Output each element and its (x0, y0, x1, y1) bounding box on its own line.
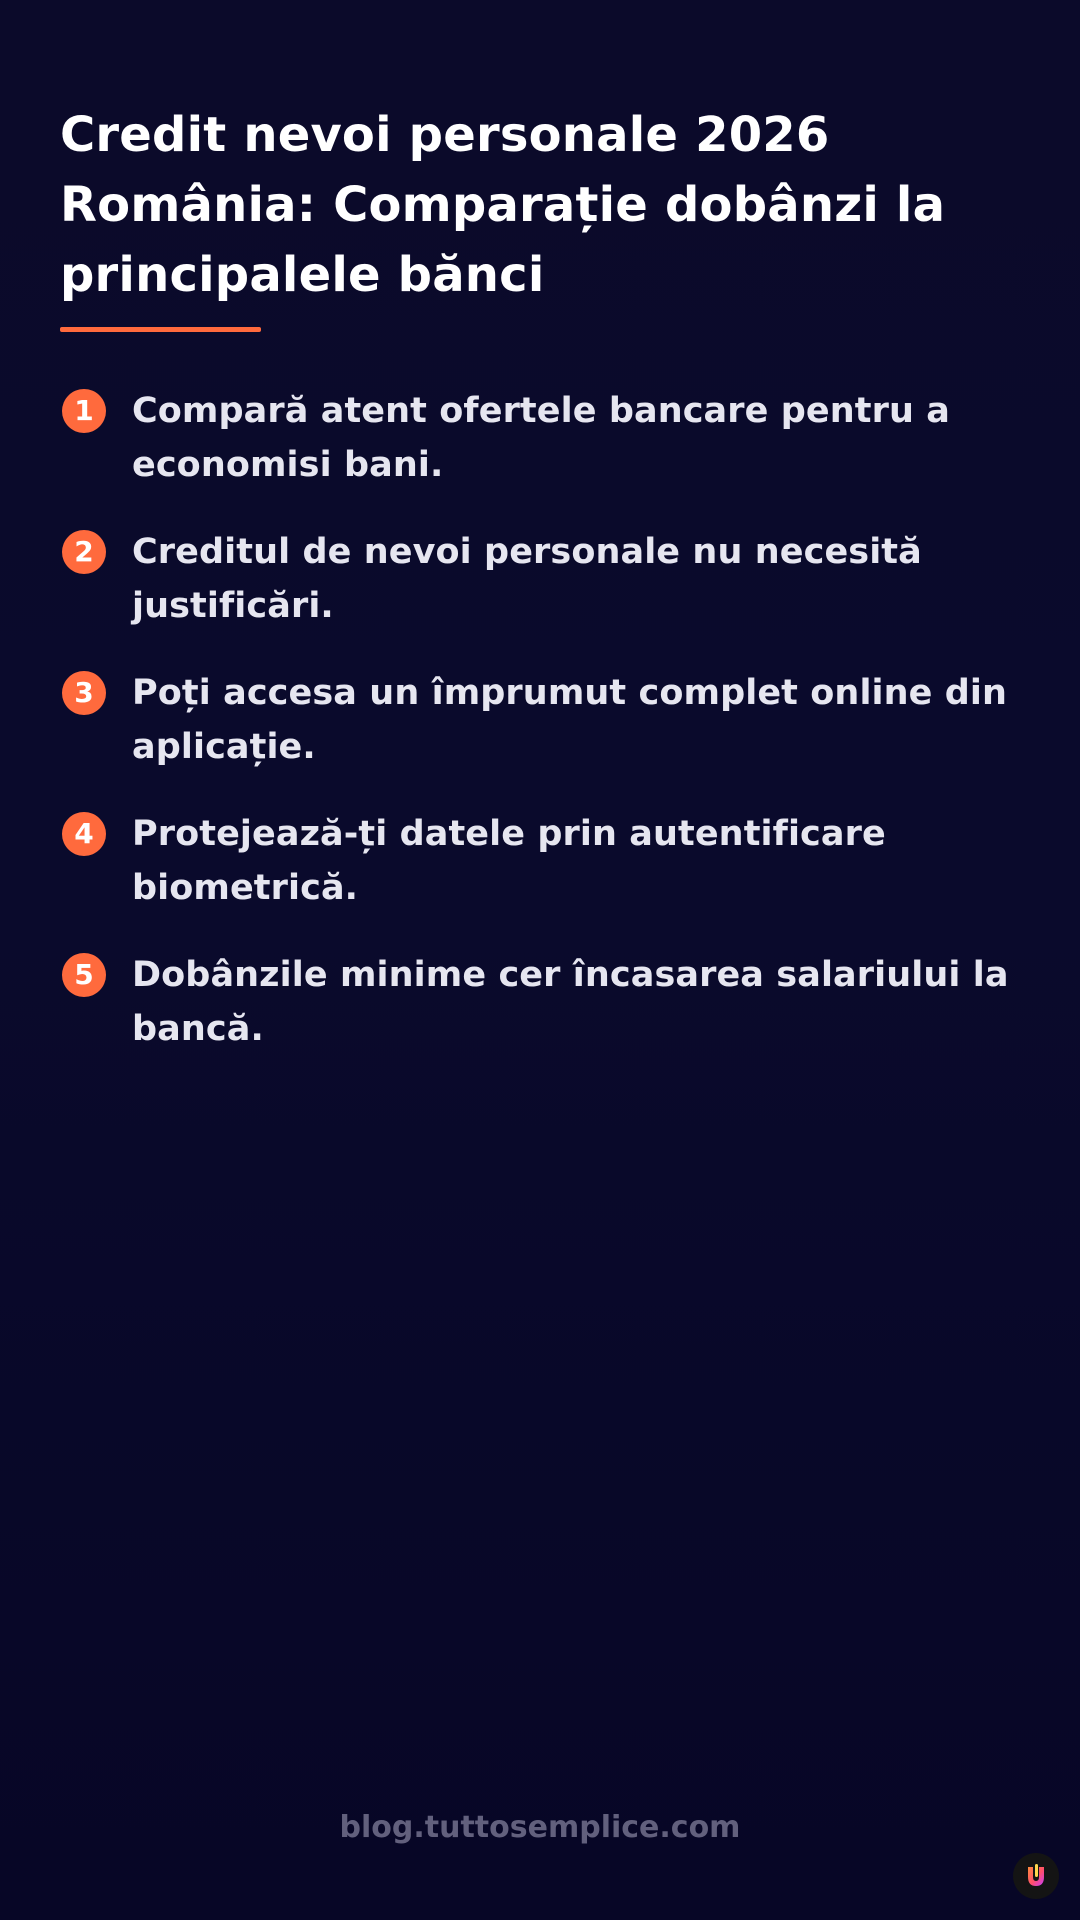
tip-item (60, 525, 1020, 666)
tip-number-badge: 4 (62, 812, 106, 856)
tip-text: Poți accesa un împrumut complet online din aplicație. (132, 673, 1008, 767)
tip-item (60, 666, 1020, 807)
tip-number-badge: 2 (62, 530, 106, 574)
tip-text: Creditul de nevoi personale nu necesită justificări. (132, 532, 922, 626)
tip-item (60, 948, 1020, 1089)
tip-item (60, 807, 1020, 948)
tips-list (60, 384, 1020, 1089)
tip-number-badge: 3 (62, 671, 106, 715)
brand-logo-glyph (1021, 1861, 1051, 1891)
footer-url: blog.tuttosemplice.com (339, 1810, 741, 1845)
title-underline (60, 327, 261, 332)
tip-number-badge: 1 (62, 389, 106, 433)
tip-text: Compară atent ofertele bancare pentru a economisi bani. (132, 391, 950, 485)
tip-item (60, 384, 1020, 525)
page-title: Credit nevoi personale 2026 România: Comparație dobânzi la principalele bănci (60, 107, 946, 303)
tip-text: Protejează-ți datele prin autentificare biometrică. (132, 814, 886, 908)
tip-text: Dobânzile minime cer încasarea salariului la bancă. (132, 955, 1009, 1049)
tip-number-badge: 5 (62, 953, 106, 997)
brand-logo-icon (1013, 1853, 1059, 1899)
